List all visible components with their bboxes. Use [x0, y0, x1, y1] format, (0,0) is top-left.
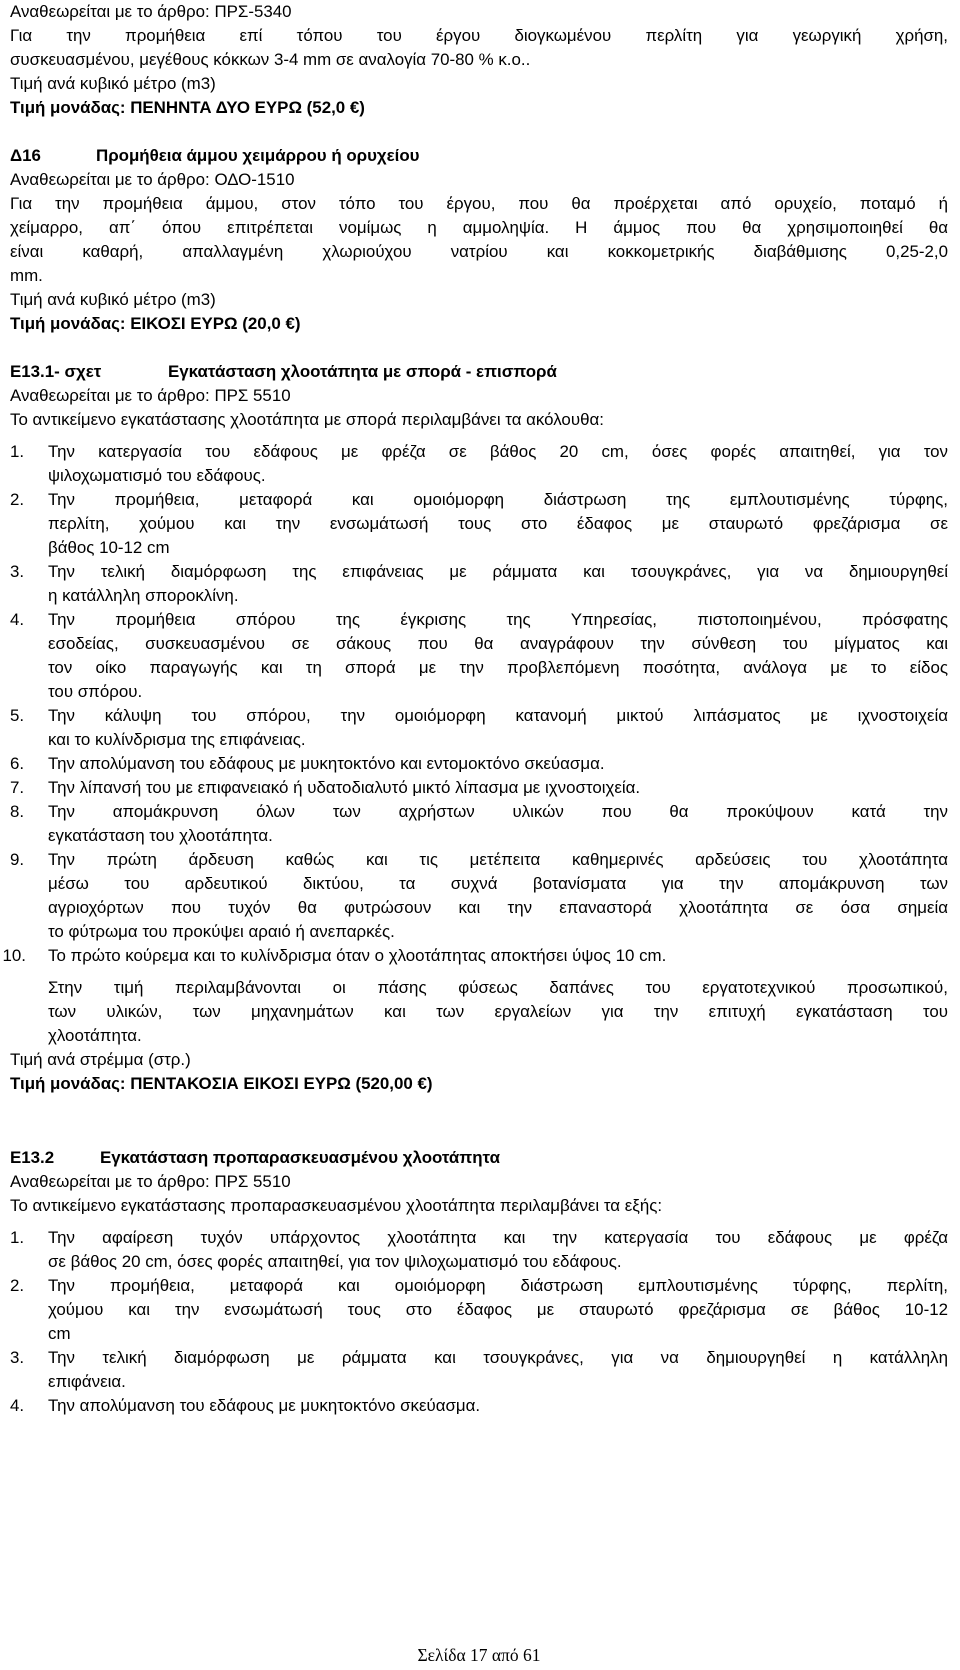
section-heading — [10, 144, 948, 168]
section-code: Ε13.2 — [10, 1148, 55, 1167]
article-reference: Αναθεωρείται με το άρθρο: ΠΡΣ 5510 — [10, 386, 291, 405]
numbered-list — [10, 1226, 948, 1418]
list-item — [10, 1394, 948, 1418]
section-title: Εγκατάσταση προπαρασκευασμένου χλοοτάπητα — [100, 1148, 501, 1167]
list-item-line: Την τελική διαμόρφωση με ράμματα και τσουγκράνες, για να δημιουργηθεί η κατάλληλη — [48, 1348, 948, 1367]
list-item-line: Την απολύμανση του εδάφους με μυκητοκτόνο σκεύασμα. — [48, 1396, 481, 1415]
list-item-number: 3. — [10, 562, 25, 581]
list-item-line: Την προμήθεια, μεταφορά και ομοιόμορφη διάστρωση της εμπλουτισμένης τύρφης, — [48, 490, 948, 509]
list-item — [10, 800, 948, 848]
list-item-line: Την προμήθεια, μεταφορά και ομοιόμορφη διάστρωση εμπλουτισμένης τύρφης, περλίτη, — [48, 1276, 948, 1295]
numbered-list — [2, 440, 948, 968]
list-item-number: 3. — [10, 1348, 25, 1367]
list-item-number: 4. — [10, 610, 25, 629]
list-item — [10, 560, 948, 608]
list-item-line: Την πρώτη άρδευση καθώς και τις μετέπειτα καθημερινές αρδεύσεις του χλοοτάπητα — [48, 850, 948, 869]
section-code: Δ16 — [10, 146, 41, 165]
description-line: Για την προμήθεια άμμου, στον τόπο του έργου, που θα προέρχεται από ορυχείο, ποταμό ή — [10, 194, 948, 213]
document-page — [2, 0, 948, 1670]
description-line: συσκευασμένου, μεγέθους κόκκων 3-4 mm σε αναλογία 70-80 % κ.ο.. — [10, 50, 531, 69]
list-item — [10, 848, 948, 944]
list-item-number: 8. — [10, 802, 25, 821]
list-item-number: 2. — [10, 490, 25, 509]
list-item-line: αγριοχόρτων που τυχόν θα φυτρώσουν και την επαναστορά χλοοτάπητα σε όσα σημεία — [48, 898, 948, 917]
intro-text: Το αντικείμενο εγκατάστασης χλοοτάπητα με σπορά περιλαμβάνει τα ακόλουθα: — [10, 410, 604, 429]
list-item — [10, 1346, 948, 1394]
list-item-number: 10. — [2, 946, 26, 965]
list-item — [10, 752, 948, 776]
list-item — [10, 1274, 948, 1346]
list-item-line: cm — [48, 1324, 71, 1343]
unit-label: Τιμή ανά κυβικό μέτρο (m3) — [10, 74, 216, 93]
list-item — [10, 704, 948, 752]
description-line: Για την προμήθεια επί τόπου του έργου διογκωμένου περλίτη για γεωργική χρήση, — [10, 26, 948, 45]
unit-label: Τιμή ανά στρέμμα (στρ.) — [10, 1050, 191, 1069]
list-item-line: επιφάνεια. — [48, 1372, 126, 1391]
unit-price: Τιμή μονάδας: ΠΕΝΤΑΚΟΣΙΑ ΕΙΚΟΣΙ ΕΥΡΩ (520,00 €) — [10, 1074, 433, 1093]
list-item-line: εγκατάσταση του χλοοτάπητα. — [48, 826, 273, 845]
section-d16 — [10, 144, 948, 336]
inclusion-note — [10, 976, 948, 1048]
list-item-line: Την αφαίρεση τυχόν υπάρχοντος χλοοτάπητα και την κατεργασία του εδάφους με φρέζα — [48, 1228, 948, 1247]
description-line: mm. — [10, 266, 43, 285]
list-item-line: βάθος 10-12 cm — [48, 538, 170, 557]
intro-text: Το αντικείμενο εγκατάστασης προπαρασκευασμένου χλοοτάπητα περιλαμβάνει τα εξής: — [10, 1196, 663, 1215]
unit-price: Τιμή μονάδας: ΠΕΝΗΝΤΑ ΔΥΟ ΕΥΡΩ (52,0 €) — [10, 98, 365, 117]
list-item-line: Την λίπανσή του με επιφανειακό ή υδατοδιαλυτό μικτό λίπασμα με ιχνοστοιχεία. — [48, 778, 641, 797]
section-heading — [10, 360, 948, 384]
section-e13-1 — [2, 360, 948, 1096]
list-item-number: 7. — [10, 778, 25, 797]
list-item-line: περλίτη, χούμου και την ενσωμάτωσή τους στο έδαφος με σταυρωτό φρεζάρισμα σε — [48, 514, 948, 533]
section-perlite — [10, 0, 948, 120]
list-item-number: 5. — [10, 706, 25, 725]
article-reference: Αναθεωρείται με το άρθρο: ΠΡΣ 5510 — [10, 1172, 291, 1191]
list-item-number: 1. — [10, 442, 25, 461]
list-item-line: σε βάθος 20 cm, όσες φορές απαιτηθεί, για τον ψιλοχωματισμό του εδάφους. — [48, 1252, 622, 1271]
list-item — [10, 440, 948, 488]
list-item-line: ψιλοχωματισμό του εδάφους. — [48, 466, 266, 485]
list-item-line: η κατάλληλη σποροκλίνη. — [48, 586, 239, 605]
list-item-number: 6. — [10, 754, 25, 773]
list-item-line: του σπόρου. — [48, 682, 143, 701]
list-item-line: Την προμήθεια σπόρου της έγκρισης της Υπηρεσίας, πιστοποιημένου, πρόσφατης — [48, 610, 948, 629]
list-item-line: χούμου και την ενσωμάτωσή τους στο έδαφος με σταυρωτό φρεζάρισμα σε βάθος 10-12 — [48, 1300, 948, 1319]
list-item — [10, 1226, 948, 1274]
list-item-line: Την απομάκρυνση όλων των αχρήστων υλικών που θα προκύψουν κατά την — [48, 802, 948, 821]
list-item-number: 2. — [10, 1276, 25, 1295]
list-item-line: Το πρώτο κούρεμα και το κυλίνδρισμα όταν ο χλοοτάπητας αποκτήσει ύψος 10 cm. — [48, 946, 667, 965]
section-heading — [10, 1146, 948, 1170]
list-item-line: μέσω του αρδευτικού δικτύου, τα συχνά βοτανίσματα για την απομάκρυνση των — [48, 874, 948, 893]
list-item — [10, 488, 948, 560]
description-line: είναι καθαρή, απαλλαγμένη χλωριούχου νατρίου και κοκκομετρικής διαβάθμισης 0,25-2,0 — [10, 242, 948, 261]
note-line: χλοοτάπητα. — [48, 1026, 142, 1045]
description-line: χείμαρρο, απ΄ όπου επιτρέπεται νομίμως η αμμοληψία. Η άμμος που θα χρησιμοποιηθεί θα — [10, 218, 948, 237]
section-code: Ε13.1- σχετ — [10, 362, 102, 381]
list-item-line: Την απολύμανση του εδάφους με μυκητοκτόνο και εντομοκτόνο σκεύασμα. — [48, 754, 605, 773]
list-item-number: 9. — [10, 850, 25, 869]
list-item — [10, 776, 948, 800]
list-item-line: Την κατεργασία του εδάφους με φρέζα σε βάθος 20 cm, όσες φορές απαιτηθεί, για τον — [48, 442, 948, 461]
section-title: Εγκατάσταση χλοοτάπητα με σπορά - επισπορά — [168, 362, 557, 381]
unit-label: Τιμή ανά κυβικό μέτρο (m3) — [10, 290, 216, 309]
list-item-number: 1. — [10, 1228, 25, 1247]
section-title: Προμήθεια άμμου χειμάρρου ή ορυχείου — [96, 146, 420, 165]
list-item — [2, 944, 948, 968]
list-item-number: 4. — [10, 1396, 25, 1415]
note-line: των υλικών, των μηχανημάτων και των εργαλείων για την επιτυχή εγκατάσταση του — [48, 1002, 948, 1021]
list-item-line: Την κάλυψη του σπόρου, την ομοιόμορφη κατανομή μικτού λιπάσματος με ιχνοστοιχεία — [48, 706, 948, 725]
list-item-line: και το κυλίνδρισμα της επιφάνειας. — [48, 730, 306, 749]
list-item-line: Την τελική διαμόρφωση της επιφάνειας με ράμματα και τσουγκράνες, για να δημιουργηθεί — [48, 562, 948, 581]
article-reference: Αναθεωρείται με το άρθρο: ΟΔΟ-1510 — [10, 170, 295, 189]
section-e13-2 — [10, 1146, 948, 1418]
list-item-line: τον οίκο παραγωγής και τη σπορά με την προβλεπόμενη ποσότητα, ανάλογα με το είδος — [48, 658, 948, 677]
list-item-line: εσοδείας, συσκευασμένου σε σάκους που θα αναγράφουν την σύνθεση του μίγματος και — [48, 634, 948, 653]
list-item-line: το φύτρωμα του προκύψει αραιό ή ανεπαρκές. — [48, 922, 395, 941]
list-item — [10, 608, 948, 704]
page-footer: Σελίδα 17 από 61 — [417, 1645, 541, 1665]
article-reference: Αναθεωρείται με το άρθρο: ΠΡΣ-5340 — [10, 2, 292, 21]
unit-price: Τιμή μονάδας: ΕΙΚΟΣΙ ΕΥΡΩ (20,0 €) — [10, 314, 301, 333]
note-line: Στην τιμή περιλαμβάνονται οι πάσης φύσεως δαπάνες του εργατοτεχνικού προσωπικού, — [48, 978, 948, 997]
